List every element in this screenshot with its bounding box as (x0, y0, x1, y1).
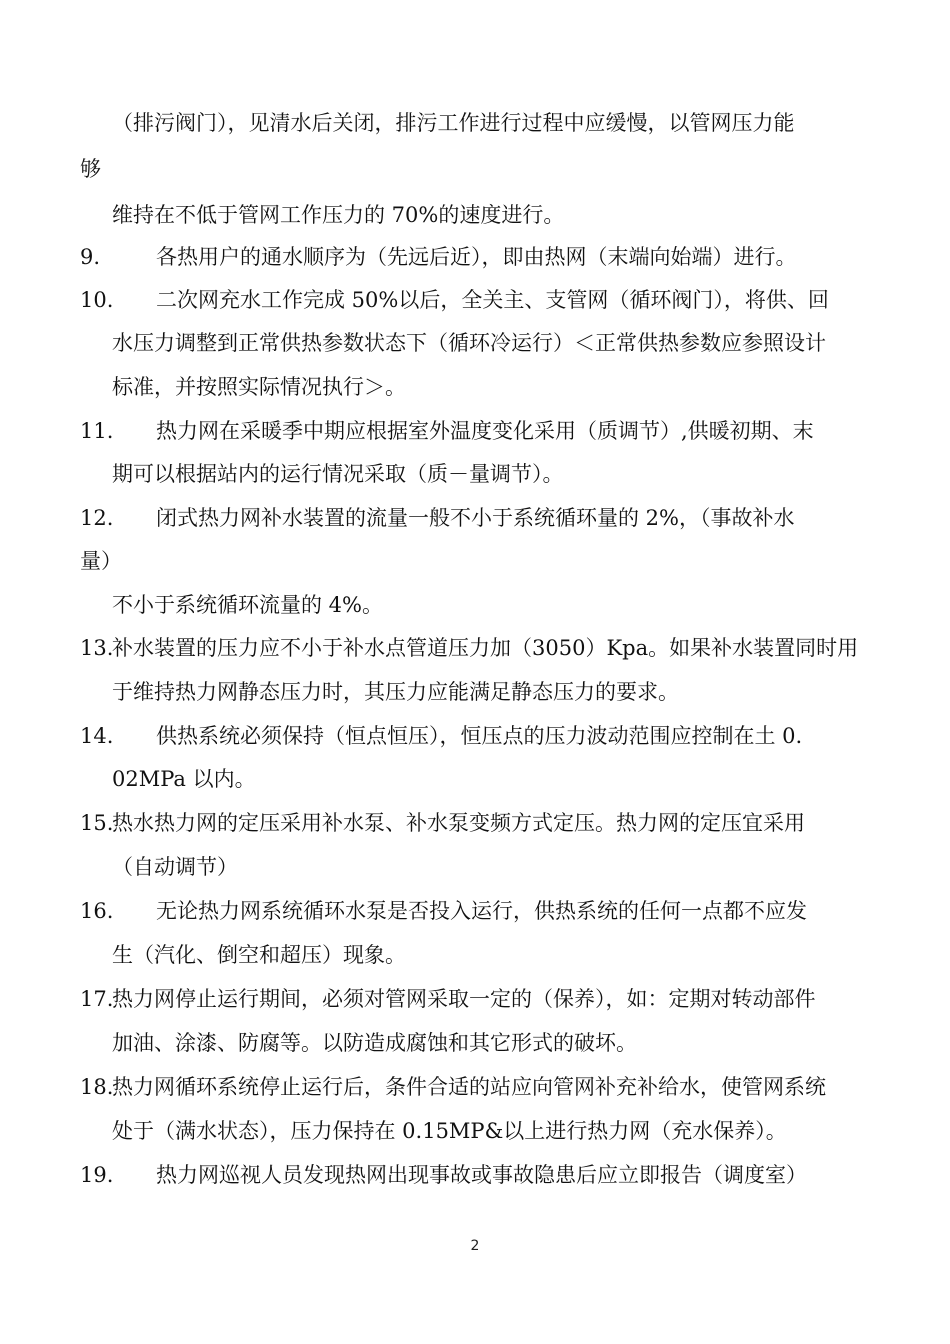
item-12-number: 12. (80, 506, 114, 530)
item-10-number: 10. (80, 288, 114, 312)
item-10-line-2: 水压力调整到正常供热参数状态下（循环冷运行）＜正常供热参数应参照设计 (112, 331, 826, 355)
item-9-number: 9. (80, 245, 101, 269)
item-16-number: 16. (80, 899, 114, 923)
item-10-line-3: 标准，并按照实际情况执行＞。 (112, 375, 406, 399)
item-12-line-2: 量） (80, 549, 122, 573)
item-14-line-2: 02MPa 以内。 (112, 767, 256, 791)
page-number: 2 (470, 1238, 480, 1254)
item-18-line-1: 热力网循环系统停止运行后，条件合适的站应向管网补充补给水，使管网系统 (112, 1075, 826, 1099)
item-13-line-2: 于维持热力网静态压力时，其压力应能满足静态压力的要求。 (112, 680, 679, 704)
item-11-line-2: 期可以根据站内的运行情况采取（质－量调节）。 (112, 462, 564, 486)
item-14-line-1: 供热系统必须保持（恒点恒压），恒压点的压力波动范围应控制在土 0. (156, 724, 803, 748)
item-12-line-3: 不小于系统循环流量的 4%。 (112, 593, 383, 617)
item-19-number: 19. (80, 1163, 114, 1187)
continuation-line-1: （排污阀门），见清水后关闭，排污工作进行过程中应缓慢，以管网压力能 (112, 111, 795, 135)
continuation-line-3: 维持在不低于管网工作压力的 70%的速度进行。 (112, 203, 565, 227)
item-15-number: 15. (80, 811, 114, 835)
item-18-line-2: 处于（满水状态），压力保持在 0.15MP&以上进行热力网（充水保养）。 (112, 1119, 787, 1143)
item-12-line-1: 闭式热力网补水装置的流量一般不小于系统循环量的 2%，（事故补水 (156, 506, 795, 530)
item-16-line-1: 无论热力网系统循环水泵是否投入运行，供热系统的任何一点都不应发 (156, 899, 807, 923)
item-17-line-1: 热力网停止运行期间，必须对管网采取一定的（保养），如：定期对转动部件 (112, 987, 816, 1011)
item-11-line-1: 热力网在采暖季中期应根据室外温度变化采用（质调节）,供暖初期、末 (156, 419, 814, 443)
item-13-line-1: 补水装置的压力应不小于补水点管道压力加（3050）Kpa。如果补水装置同时用 (112, 636, 859, 660)
item-15-line-2: （自动调节） (112, 855, 238, 879)
item-17-number: 17. (80, 987, 114, 1011)
item-14-number: 14. (80, 724, 114, 748)
item-15-line-1: 热水热力网的定压采用补水泵、补水泵变频方式定压。热力网的定压宜采用 (112, 811, 805, 835)
item-19-line-1: 热力网巡视人员发现热网出现事故或事故隐患后应立即报告（调度室） (156, 1163, 807, 1187)
item-16-line-2: 生（汽化、倒空和超压）现象。 (112, 943, 406, 967)
item-18-number: 18. (80, 1075, 114, 1099)
item-11-number: 11. (80, 419, 114, 443)
item-17-line-2: 加油、涂漆、防腐等。以防造成腐蚀和其它形式的破坏。 (112, 1031, 637, 1055)
item-13-number: 13. (80, 636, 114, 660)
continuation-line-2: 够 (80, 157, 101, 181)
item-10-line-1: 二次网充水工作完成 50%以后，全关主、支管网（循环阀门），将供、回 (156, 288, 829, 312)
item-9-line-1: 各热用户的通水顺序为（先远后近），即由热网（末端向始端）进行。 (156, 245, 797, 269)
